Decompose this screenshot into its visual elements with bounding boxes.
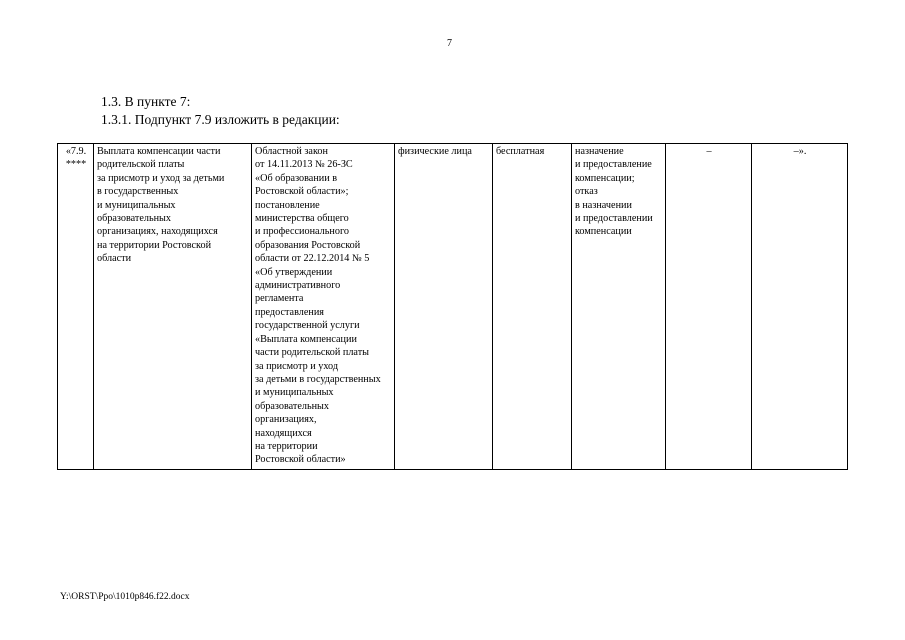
cell-legal-basis: Областной закон от 14.11.2013 № 26-ЗС «Об образовании в Ростовской области»; постановление министерства общего и профессионального образования Ростовской области от 22.12.2014 № 5 «Об утверждении административного регламента предоставления государственной услуги «Выплата компенсации части родительской платы за присмотр и уход за детьми в государственных и муниципальных образовательных организациях, находящихся на территории Ростовской области» <box>252 144 395 470</box>
services-table <box>57 143 848 470</box>
table-row <box>58 144 848 470</box>
cell-item-number: «7.9. **** <box>58 144 94 470</box>
section-heading: 1.3. В пункте 7: <box>101 94 191 109</box>
file-path-footer: Y:\ORST\Ppo\1010p846.f22.docx <box>60 592 190 602</box>
cell-result: назначение и предоставление компенсации; отказ в назначении и предоставлении компенсации <box>572 144 666 470</box>
cell-column-8: –». <box>752 144 848 470</box>
cell-fee: бесплатная <box>493 144 572 470</box>
page-number: 7 <box>447 38 452 49</box>
subsection-heading: 1.3.1. Подпункт 7.9 изложить в редакции: <box>101 112 340 127</box>
cell-recipients: физические лица <box>395 144 493 470</box>
cell-column-7: – <box>666 144 752 470</box>
cell-service-name: Выплата компенсации части родительской платы за присмотр и уход за детьми в государственных и муниципальных образовательных организациях, находящихся на территории Ростовской области <box>94 144 252 470</box>
